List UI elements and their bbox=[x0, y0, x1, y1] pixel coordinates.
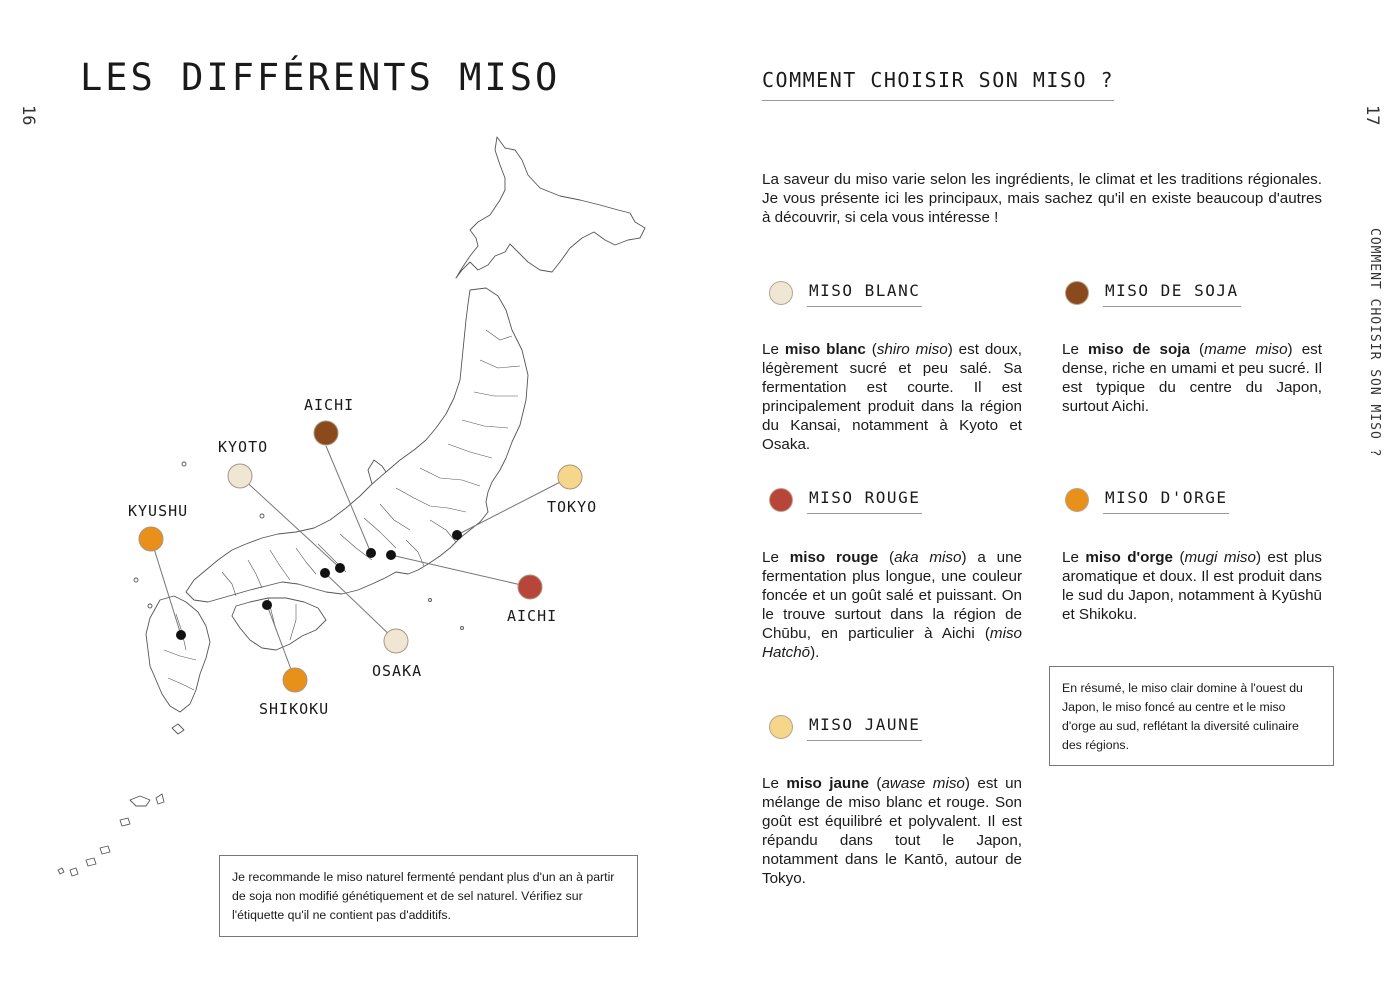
miso-blanc-title: MISO BLANC bbox=[807, 279, 922, 307]
swatch-jaune bbox=[769, 715, 793, 739]
miso-rouge-heading bbox=[769, 486, 922, 514]
connector-osaka bbox=[325, 573, 396, 641]
marker-shikoku bbox=[283, 668, 307, 692]
miso-rouge-description: Le miso rouge (aka miso) a une fermentation plus longue, une couleur foncée et un goût salé et puissant. On le trouve surtout dans la région de Chūbu, en particulier à Aichi (miso Hatchō). bbox=[762, 549, 1022, 661]
connector-kyushu bbox=[151, 539, 181, 635]
marker-tokyo bbox=[558, 465, 582, 489]
label-aichi-rouge: AICHI bbox=[507, 607, 558, 625]
miso-rouge-title: MISO ROUGE bbox=[807, 486, 922, 514]
map-kyushu bbox=[146, 596, 210, 712]
miso-orge-description: Le miso d'orge (mugi miso) est plus aromatique et doux. Il est produit dans le sud du Japon, notamment à Kyūshū et Shikoku. bbox=[1062, 549, 1322, 623]
note-recommendation: Je recommande le miso naturel fermenté pendant plus d'un an à partir de soja non modifié génétiquement et de sel naturel. Vérifiez sur l'étiquette qu'il ne contient pas d'additifs. bbox=[219, 855, 638, 937]
label-kyoto: KYOTO bbox=[218, 438, 269, 456]
map-dot-osaka bbox=[320, 568, 330, 578]
map-dot-kyushu bbox=[176, 630, 186, 640]
miso-jaune-description: Le miso jaune (awase miso) est un mélange de miso blanc et rouge. Son goût est équilibré et polyvalent. Il est répandu dans tout le Japon, notamment dans le Kantō, autour de Tokyo. bbox=[762, 775, 1022, 887]
connector-aichi-rouge bbox=[391, 555, 530, 587]
page-title: LES DIFFÉRENTS MISO bbox=[80, 56, 561, 99]
swatch-orge bbox=[1065, 488, 1089, 512]
miso-orge-title: MISO D'ORGE bbox=[1103, 486, 1229, 514]
miso-blanc-heading bbox=[769, 279, 922, 307]
marker-kyushu bbox=[139, 527, 163, 551]
map-dot-nagoya bbox=[386, 550, 396, 560]
swatch-soja bbox=[1065, 281, 1089, 305]
swatch-blanc bbox=[769, 281, 793, 305]
marker-osaka bbox=[384, 629, 408, 653]
miso-soja-title: MISO DE SOJA bbox=[1103, 279, 1241, 307]
miso-soja-heading bbox=[1065, 279, 1241, 307]
label-tokyo: TOKYO bbox=[547, 498, 598, 516]
label-osaka: OSAKA bbox=[372, 662, 423, 680]
running-head: COMMENT CHOISIR SON MISO ? bbox=[1367, 228, 1382, 458]
miso-blanc-description: Le miso blanc (shiro miso) est doux, légèrement sucré et peu salé. Sa fermentation est courte. Il est principalement produit dans la région du Kansai, notamment à Kyoto et Osaka. bbox=[762, 341, 1022, 453]
intro-paragraph: La saveur du miso varie selon les ingrédients, le climat et les traditions régionales. Je vous présente ici les principaux, mais sachez qu'il en existe beaucoup d'autres à découvrir, si cela vous intéresse ! bbox=[762, 171, 1322, 226]
page-number-left: 16 bbox=[18, 105, 38, 126]
label-shikoku: SHIKOKU bbox=[259, 700, 330, 718]
map-dot-shikoku bbox=[262, 600, 272, 610]
label-aichi-soja: AICHI bbox=[304, 396, 355, 414]
marker-kyoto bbox=[228, 464, 252, 488]
note-summary: En résumé, le miso clair domine à l'ouest du Japon, le miso foncé au centre et le miso d'orge au sud, reflétant la diversité culinaire des régions. bbox=[1049, 666, 1334, 766]
miso-jaune-title: MISO JAUNE bbox=[807, 713, 922, 741]
connector-aichi-soja bbox=[326, 446, 371, 553]
swatch-rouge bbox=[769, 488, 793, 512]
miso-soja-description: Le miso de soja (mame miso) est dense, riche en umami et peu sucré. Il est typique du centre du Japon, surtout Aichi. bbox=[1062, 341, 1322, 415]
miso-orge-heading bbox=[1065, 486, 1229, 514]
marker-aichi-rouge bbox=[518, 575, 542, 599]
map-dot-kyoto bbox=[335, 563, 345, 573]
map-hokkaido bbox=[456, 137, 645, 278]
marker-aichi-soja bbox=[314, 421, 338, 445]
miso-jaune-heading bbox=[769, 713, 922, 741]
map-dot-aichi bbox=[366, 548, 376, 558]
label-kyushu: KYUSHU bbox=[128, 502, 189, 520]
map-shikoku bbox=[232, 598, 326, 650]
map-dot-tokyo bbox=[452, 530, 462, 540]
section-title: COMMENT CHOISIR SON MISO ? bbox=[762, 68, 1114, 101]
page-number-right: 17 bbox=[1362, 105, 1382, 126]
